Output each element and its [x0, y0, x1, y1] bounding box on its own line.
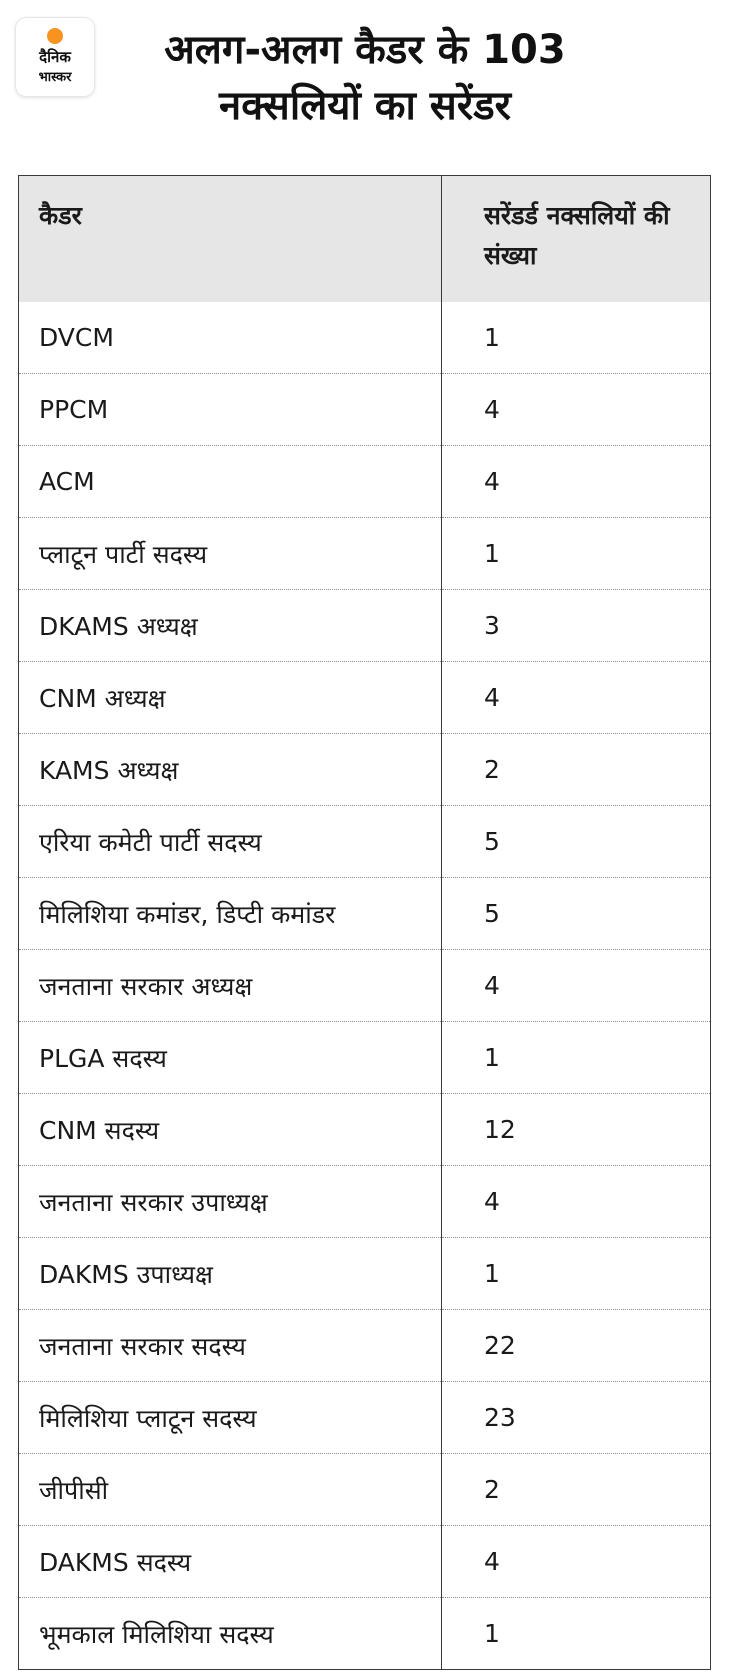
cadre-cell: DAKMS सदस्य	[19, 1526, 442, 1598]
count-cell: 4	[442, 1166, 711, 1238]
table-row	[19, 1598, 711, 1670]
table-row	[19, 374, 711, 446]
count-cell: 1	[442, 1238, 711, 1310]
title-line-2: नक्सलियों का सरेंडर	[219, 83, 511, 129]
count-cell: 4	[442, 446, 711, 518]
table-row	[19, 878, 711, 950]
table-row	[19, 1094, 711, 1166]
table-row	[19, 1022, 711, 1094]
cadre-cell: एरिया कमेटी पार्टी सदस्य	[19, 806, 442, 878]
table-row	[19, 1166, 711, 1238]
cadre-cell: DAKMS उपाध्यक्ष	[19, 1238, 442, 1310]
cadre-cell: मिलिशिया प्लाटून सदस्य	[19, 1382, 442, 1454]
cadre-cell: CNM अध्यक्ष	[19, 662, 442, 734]
table-row	[19, 446, 711, 518]
cadre-cell: KAMS अध्यक्ष	[19, 734, 442, 806]
cadre-cell: मिलिशिया कमांडर, डिप्टी कमांडर	[19, 878, 442, 950]
cadre-cell: DKAMS अध्यक्ष	[19, 590, 442, 662]
count-cell: 23	[442, 1382, 711, 1454]
count-cell: 5	[442, 878, 711, 950]
header-cadre: कैडर	[19, 176, 442, 302]
table-row	[19, 590, 711, 662]
table-row	[19, 1454, 711, 1526]
count-cell: 22	[442, 1310, 711, 1382]
table-row	[19, 518, 711, 590]
cadre-cell: DVCM	[19, 302, 442, 374]
page-title	[100, 22, 630, 134]
table-row	[19, 1238, 711, 1310]
cadre-cell: भूमकाल मिलिशिया सदस्य	[19, 1598, 442, 1670]
table-row	[19, 662, 711, 734]
count-cell: 4	[442, 374, 711, 446]
table-row	[19, 1382, 711, 1454]
table-row	[19, 1526, 711, 1598]
cadre-cell: जीपीसी	[19, 1454, 442, 1526]
cadre-cell: जनताना सरकार सदस्य	[19, 1310, 442, 1382]
header	[0, 0, 730, 170]
table-row	[19, 1310, 711, 1382]
logo-text-line1: दैनिक	[39, 48, 71, 66]
sun-dot-icon	[47, 28, 63, 44]
count-cell: 12	[442, 1094, 711, 1166]
table-row	[19, 734, 711, 806]
table-row	[19, 806, 711, 878]
cadre-cell: CNM सदस्य	[19, 1094, 442, 1166]
count-cell: 3	[442, 590, 711, 662]
count-cell: 1	[442, 1022, 711, 1094]
count-cell: 4	[442, 1526, 711, 1598]
cadre-cell: जनताना सरकार उपाध्यक्ष	[19, 1166, 442, 1238]
cadre-cell: PPCM	[19, 374, 442, 446]
count-cell: 5	[442, 806, 711, 878]
count-cell: 2	[442, 734, 711, 806]
count-cell: 1	[484, 322, 500, 352]
table-row	[19, 302, 711, 374]
count-cell: 1	[442, 1598, 711, 1670]
cadre-cell: PLGA सदस्य	[19, 1022, 442, 1094]
cadre-cell: प्लाटून पार्टी सदस्य	[19, 518, 442, 590]
count-cell: 4	[442, 662, 711, 734]
logo-text-line2: भास्कर	[38, 70, 72, 85]
dainik-bhaskar-logo	[16, 18, 94, 96]
cadre-cell: ACM	[19, 446, 442, 518]
header-count: सरेंडर्ड नक्सलियों की संख्या	[442, 176, 711, 302]
table-row	[19, 950, 711, 1022]
count-cell: 4	[442, 950, 711, 1022]
surrender-table	[18, 175, 711, 1670]
title-line-1: अलग-अलग कैडर के 103	[164, 27, 566, 73]
cadre-cell: जनताना सरकार अध्यक्ष	[19, 950, 442, 1022]
count-cell: 1	[442, 518, 711, 590]
count-cell: 2	[442, 1454, 711, 1526]
table-header-row	[19, 176, 711, 302]
